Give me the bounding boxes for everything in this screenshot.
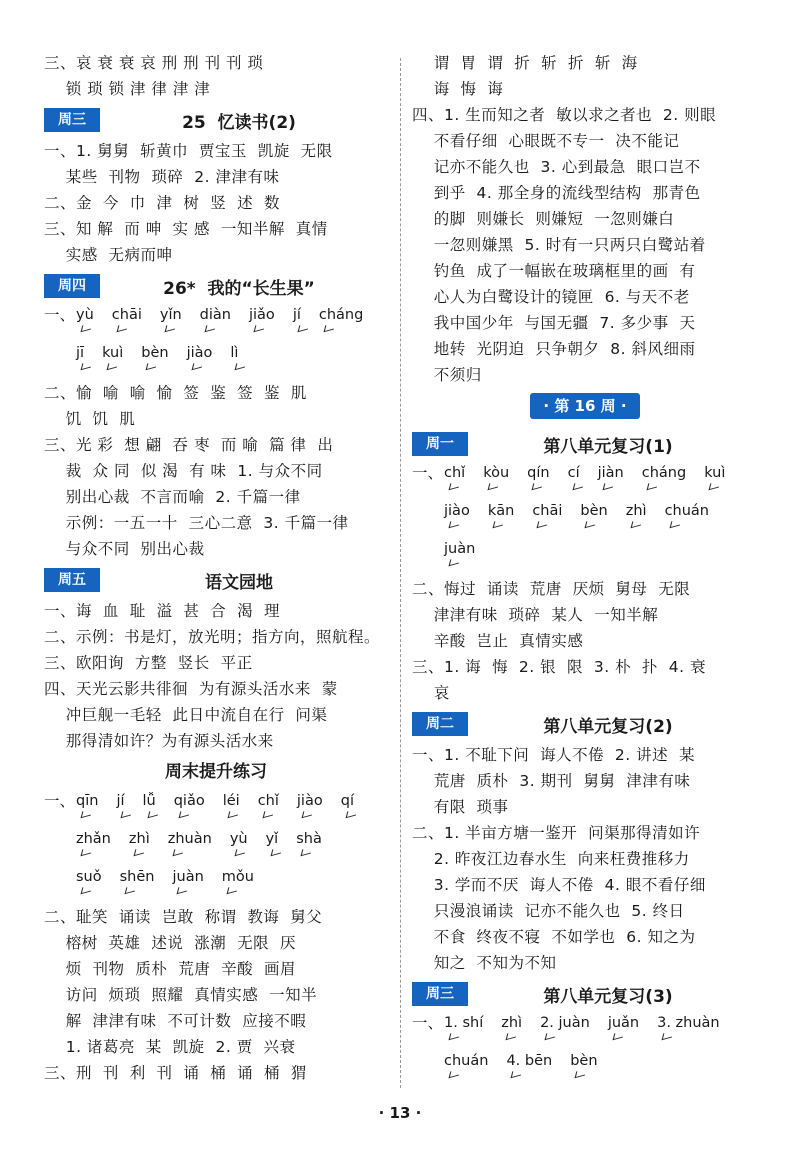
answer-line: 四、1. 生而知之者 敏以求之者也 2. 则眼 (412, 106, 717, 124)
lesson-title: 第八单元复习(2) (543, 716, 673, 737)
answer-line: 示例：一五一十 三心二意 3. 千篇一律 (44, 514, 349, 532)
pinyin-answer: juǎn (608, 1012, 639, 1034)
day-tag: 周三 (44, 108, 100, 132)
pinyin-answer: jiào (444, 500, 470, 522)
item-number: 一、 (44, 792, 76, 810)
pinyin-group (76, 790, 372, 812)
pinyin-answer: kuì (704, 462, 725, 484)
pinyin-line (44, 304, 388, 342)
pinyin-answer: 3. zhuàn (657, 1012, 720, 1034)
answer-line: 访问 烦琐 照耀 真情实感 一知半 (44, 986, 318, 1004)
section-header (44, 269, 388, 303)
pinyin-line (44, 790, 388, 828)
answer-line: 三、光 彩 想 翩 吞 枣 而 喻 篇 律 出 (44, 436, 334, 454)
week-banner: · 第 16 周 · (530, 393, 640, 419)
pinyin-group (76, 304, 381, 326)
answer-line: 记亦不能久也 3. 心到最急 眼口岂不 (412, 158, 701, 176)
item-number: 一、 (412, 464, 444, 482)
answer-line: 与众不同 别出心裁 (44, 540, 205, 558)
pinyin-answer: chǐ (444, 462, 465, 484)
pinyin-answer: chuán (444, 1050, 488, 1072)
answer-line: 三、刑 刊 利 刊 诵 桶 诵 桶 猬 (44, 1064, 307, 1082)
pinyin-answer: zhǎn (76, 828, 111, 850)
pinyin-line (412, 500, 758, 538)
pinyin-answer: léi (223, 790, 240, 812)
answer-line: 裁 众 同 似 渴 有 味 1. 与众不同 (44, 462, 323, 480)
pinyin-answer: yù (230, 828, 248, 850)
pinyin-group (76, 828, 340, 850)
answer-line: 一、诲 血 耻 溢 甚 合 渴 理 (44, 602, 280, 620)
answer-line: 四、天光云影共徘徊 为有源头活水来 蒙 (44, 680, 338, 698)
answer-line: 一、1. 不耻下问 诲人不倦 2. 讲述 某 (412, 746, 695, 764)
pinyin-line (44, 342, 388, 380)
answer-line: 钓鱼 成了一幅嵌在玻璃框里的画 有 (412, 262, 696, 280)
pinyin-line (412, 462, 758, 500)
answer-line: 谓 胃 谓 折 斩 折 斩 海 (412, 54, 638, 72)
pinyin-group (76, 866, 272, 888)
pinyin-answer: zhuàn (168, 828, 212, 850)
answer-line: 二、耻笑 诵读 岂敢 称谓 教诲 舅父 (44, 908, 323, 926)
answer-line: 不食 终夜不寝 不如学也 6. 知之为 (412, 928, 696, 946)
item-number: 一、 (44, 306, 76, 324)
pinyin-answer: shà (296, 828, 322, 850)
answer-line: 一、1. 舅舅 斩黄巾 贾宝玉 凯旋 无限 (44, 142, 333, 160)
pinyin-answer: shēn (120, 866, 155, 888)
answer-line: 冲巨舰一毛轻 此日中流自在行 问渠 (44, 706, 328, 724)
pinyin-answer: chǐ (258, 790, 279, 812)
answer-line: 2. 昨夜江边春水生 向来枉费推移力 (412, 850, 690, 868)
weekend-title: 周末提升练习 (165, 762, 267, 782)
pinyin-answer: qín (527, 462, 549, 484)
pinyin-answer: qīn (76, 790, 98, 812)
answer-line: 津津有味 琐碎 某人 一知半解 (412, 606, 659, 624)
pinyin-group (444, 462, 743, 484)
pinyin-answer: cháng (642, 462, 686, 484)
answer-line: 知之 不知为不知 (412, 954, 557, 972)
pinyin-answer: zhì (501, 1012, 522, 1034)
pinyin-line (412, 538, 758, 576)
answer-line: 锁 琐 锁 津 律 津 津 (44, 80, 211, 98)
answer-line: 二、愉 喻 喻 愉 签 鉴 签 鉴 肌 (44, 384, 307, 402)
answer-line: 二、示例：书是灯，放光明；指方向，照航程。 (44, 628, 381, 646)
answer-line: 只漫浪诵读 记亦不能久也 5. 终日 (412, 902, 685, 920)
pinyin-answer: jiào (297, 790, 323, 812)
answer-line: 别出心裁 不言而喻 2. 千篇一律 (44, 488, 301, 506)
answer-line: 饥 饥 肌 (44, 410, 136, 428)
pinyin-answer: diàn (200, 304, 231, 326)
pinyin-line (44, 828, 388, 866)
answer-line: 那得清如许？为有源头活水来 (44, 732, 274, 750)
answer-line: 二、1. 半亩方塘一鉴开 问渠那得清如许 (412, 824, 701, 842)
pinyin-line (412, 1012, 758, 1050)
lesson-title: 26* 我的“长生果” (163, 278, 315, 299)
answer-line: 哀 (412, 684, 450, 702)
answer-line: 不须归 (412, 366, 482, 384)
answer-line: 三、知 解 而 呻 实 感 一知半解 真情 (44, 220, 328, 238)
pinyin-line (44, 866, 388, 904)
section-header (412, 977, 758, 1011)
pinyin-line (412, 1050, 758, 1088)
pinyin-answer: kuì (102, 342, 123, 364)
answer-line: 三、欧阳询 方整 竖长 平正 (44, 654, 253, 672)
lesson-title: 第八单元复习(3) (543, 986, 673, 1007)
section-header (44, 563, 388, 597)
pinyin-answer: mǒu (222, 866, 254, 888)
pinyin-group (444, 538, 493, 560)
answer-line: 到乎 4. 那全身的流线型结构 那青色 (412, 184, 701, 202)
answer-line: 地转 光阴迫 只争朝夕 8. 斜风细雨 (412, 340, 696, 358)
right-column (412, 50, 758, 1088)
pinyin-answer: 1. shí (444, 1012, 483, 1034)
pinyin-answer: chuán (665, 500, 709, 522)
lesson-title: 语文园地 (205, 572, 273, 593)
section-header (412, 707, 758, 741)
answer-line: 榕树 英雄 述说 涨潮 无限 厌 (44, 934, 296, 952)
pinyin-answer: bèn (580, 500, 607, 522)
column-divider (400, 58, 401, 1088)
answer-line: 1. 诸葛亮 某 凯旋 2. 贾 兴衰 (44, 1038, 296, 1056)
day-tag: 周五 (44, 568, 100, 592)
pinyin-answer: yù (76, 304, 94, 326)
answer-line: 二、悔过 诵读 荒唐 厌烦 舅母 无限 (412, 580, 691, 598)
pinyin-answer: qiǎo (174, 790, 205, 812)
answer-line: 解 津津有味 不可计数 应接不暇 (44, 1012, 307, 1030)
pinyin-answer: yǐn (160, 304, 182, 326)
answer-line: 辛酸 岂止 真情实感 (412, 632, 584, 650)
answer-line: 的脚 则嫌长 则嫌短 一忽则嫌白 (412, 210, 675, 228)
answer-line: 某些 刊物 琐碎 2. 津津有味 (44, 168, 280, 186)
pinyin-answer: chāi (532, 500, 562, 522)
pinyin-answer: chāi (112, 304, 142, 326)
pinyin-answer: zhì (129, 828, 150, 850)
day-tag: 周一 (412, 432, 468, 456)
pinyin-answer: lì (230, 342, 238, 364)
answer-line: 荒唐 质朴 3. 期刊 舅舅 津津有味 (412, 772, 691, 790)
pinyin-answer: lǚ (143, 790, 156, 812)
pinyin-answer: bèn (141, 342, 168, 364)
section-header (44, 103, 388, 137)
answer-line: 有限 琐事 (412, 798, 509, 816)
answer-line: 不看仔细 心眼既不专一 决不能记 (412, 132, 680, 150)
pinyin-answer: zhì (626, 500, 647, 522)
pinyin-group (444, 1012, 738, 1034)
pinyin-answer: cháng (319, 304, 363, 326)
answer-line: 三、哀 衰 衰 哀 刑 刑 刊 刊 琐 (44, 54, 264, 72)
answer-line: 一忽则嫌黑 5. 时有一只两只白鹭站着 (412, 236, 706, 254)
pinyin-answer: jiào (187, 342, 213, 364)
pinyin-answer: jiàn (598, 462, 624, 484)
pinyin-answer: bèn (570, 1050, 597, 1072)
lesson-title: 第八单元复习(1) (543, 436, 673, 457)
pinyin-answer: yǐ (266, 828, 279, 850)
answer-line: 烦 刊物 质朴 荒唐 辛酸 画眉 (44, 960, 296, 978)
day-tag: 周四 (44, 274, 100, 298)
pinyin-answer: 2. juàn (540, 1012, 590, 1034)
answer-line: 诲 悔 诲 (412, 80, 504, 98)
answer-line: 3. 学而不厌 诲人不倦 4. 眼不看仔细 (412, 876, 706, 894)
lesson-title: 25 忆读书(2) (182, 112, 296, 133)
pinyin-group (76, 342, 256, 364)
answer-line: 实感 无病而呻 (44, 246, 173, 264)
pinyin-answer: qí (341, 790, 354, 812)
pinyin-answer: 4. bēn (506, 1050, 552, 1072)
pinyin-group (444, 1050, 616, 1072)
pinyin-answer: jí (293, 304, 301, 326)
pinyin-answer: jí (116, 790, 124, 812)
section-header (412, 427, 758, 461)
pinyin-answer: kòu (483, 462, 509, 484)
pinyin-answer: cí (568, 462, 580, 484)
pinyin-answer: jiǎo (249, 304, 275, 326)
answer-line: 心人为白鹭设计的镜匣 6. 与天不老 (412, 288, 690, 306)
pinyin-answer: suǒ (76, 866, 102, 888)
pinyin-answer: juàn (172, 866, 203, 888)
answer-line: 三、1. 诲 悔 2. 银 限 3. 朴 扑 4. 衰 (412, 658, 706, 676)
left-column (44, 50, 388, 1086)
day-tag: 周三 (412, 982, 468, 1006)
page-number: · 13 · (378, 1104, 422, 1122)
answer-line: 我中国少年 与国无疆 7. 多少事 天 (412, 314, 696, 332)
item-number: 一、 (412, 1014, 444, 1032)
day-tag: 周二 (412, 712, 468, 736)
answer-line: 二、金 今 巾 津 树 竖 述 数 (44, 194, 280, 212)
pinyin-answer: juàn (444, 538, 475, 560)
pinyin-group (444, 500, 727, 522)
pinyin-answer: jī (76, 342, 84, 364)
pinyin-answer: kān (488, 500, 514, 522)
